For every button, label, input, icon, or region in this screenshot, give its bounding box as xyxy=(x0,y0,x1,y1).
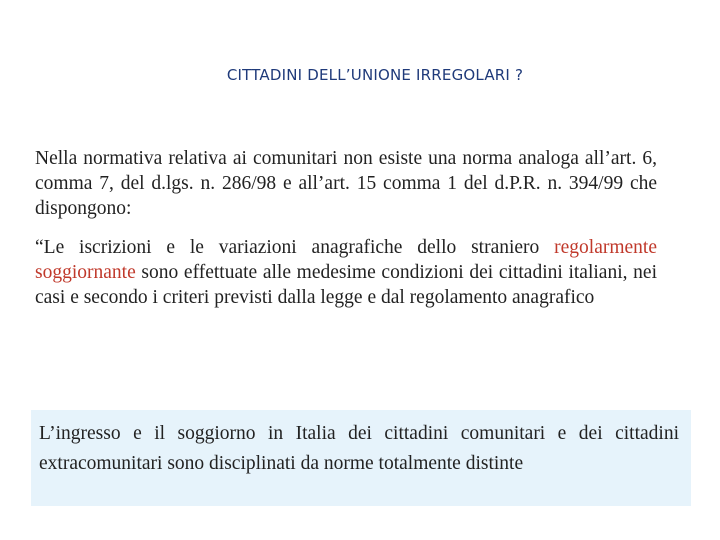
slide-title: CITTADINI DELL’UNIONE IRREGOLARI ? xyxy=(226,66,524,84)
quote-text-start: “Le iscrizioni e le variazioni anagrafiche dello straniero xyxy=(35,237,555,258)
intro-paragraph: Nella normativa relativa ai comunitari non esiste una norma analoga all’art. 6, comma 7, del d.lgs. n. 286/98 e all’art. 15 comma 1 del d.P.R. n. 394/99 che dispongono: xyxy=(35,148,657,219)
callout-box xyxy=(31,410,691,506)
callout-text: L’ingresso e il soggiorno in Italia dei cittadini comunitari e dei cittadini extracomunitari sono disciplinati da norme totalmente distinte xyxy=(39,423,679,474)
quote-paragraph xyxy=(35,235,657,310)
quote-text-end: sono effettuate alle medesime condizioni dei cittadini italiani, nei casi e secondo i criteri previsti dalla legge e dal regolamento anagrafico xyxy=(35,262,657,308)
quote-highlight: regolarmente soggiornante xyxy=(35,237,657,283)
